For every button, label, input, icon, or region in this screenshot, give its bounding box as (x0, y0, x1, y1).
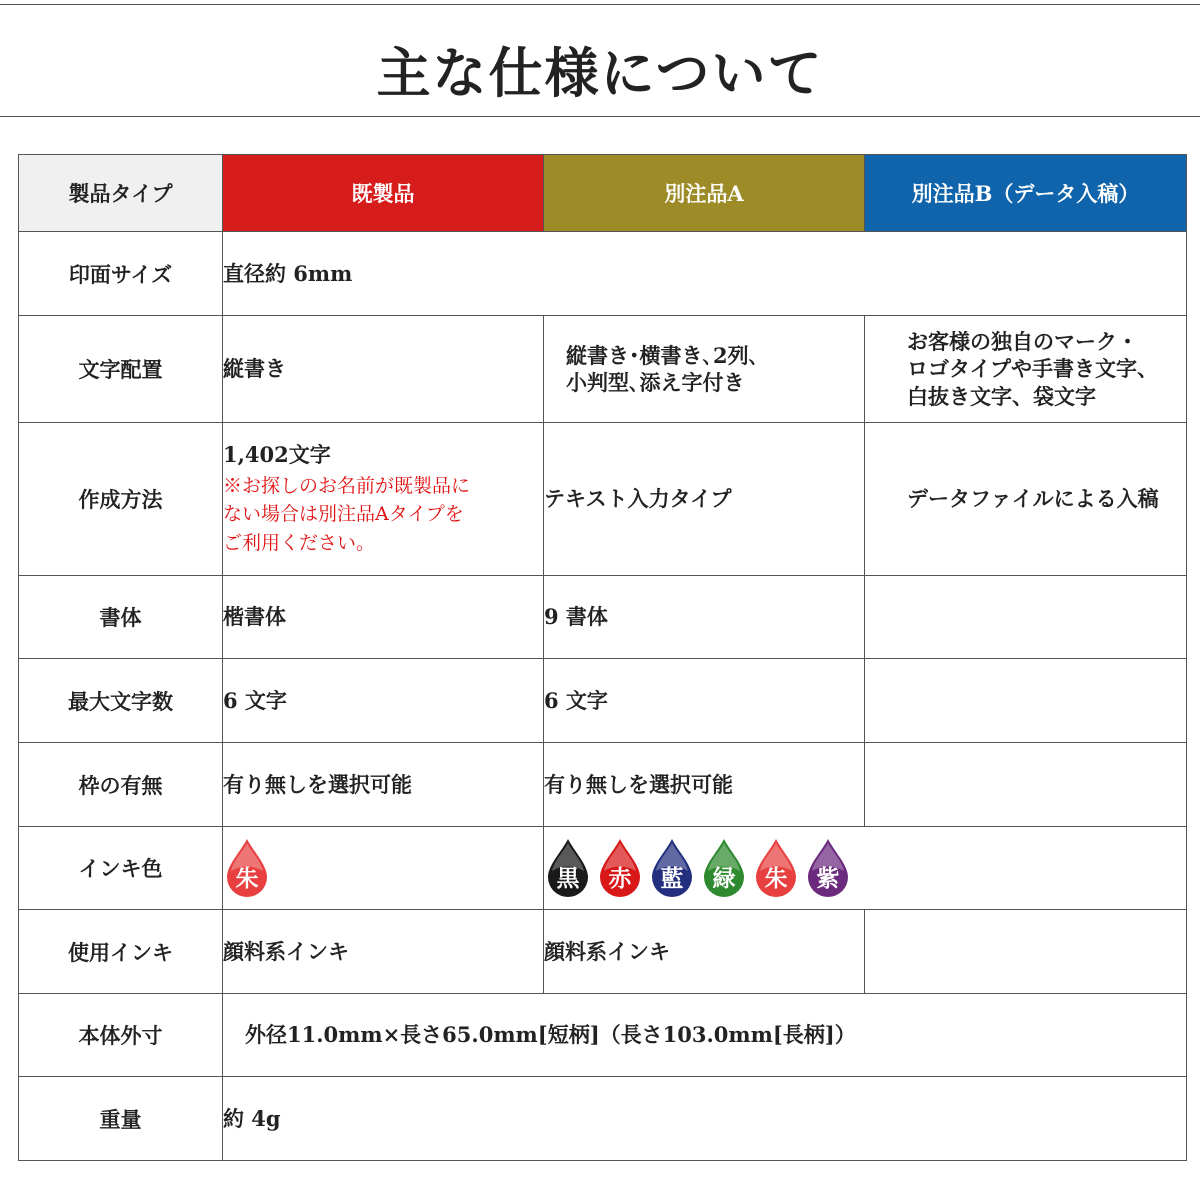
layout-custom-b-line: 白抜き文字、袋文字 (907, 383, 1096, 409)
row-max-chars (19, 659, 1187, 743)
ink-drop-icon (544, 837, 592, 899)
max-chars-ready-made: 6 文字 (223, 659, 544, 743)
typeface-custom-a: 9 書体 (544, 576, 865, 659)
row-label: 文字配置 (19, 316, 223, 423)
method-note-line: ご利用ください。 (223, 531, 376, 554)
row-label: 作成方法 (19, 423, 223, 576)
row-label: 書体 (19, 576, 223, 659)
ink-color-ready-made (223, 827, 544, 910)
typeface-custom-b (865, 576, 1187, 659)
row-label: 枠の有無 (19, 743, 223, 827)
row-label: インキ色 (19, 827, 223, 910)
row-label: 使用インキ (19, 910, 223, 994)
header-product-type: 製品タイプ (19, 155, 223, 232)
typeface-ready-made: 楷書体 (223, 576, 544, 659)
layout-custom-a (544, 316, 865, 423)
page-title: 主な仕様について (376, 41, 824, 105)
title-area (0, 4, 1200, 117)
layout-custom-a-line: 縦書き･横書き､2列､ (566, 342, 760, 368)
ink-drop-icon (752, 837, 800, 899)
row-body-size (19, 994, 1187, 1077)
row-label: 最大文字数 (19, 659, 223, 743)
layout-ready-made: 縦書き (223, 316, 544, 423)
row-label: 本体外寸 (19, 994, 223, 1077)
ink-drop-char: 黒 (556, 866, 580, 892)
method-note (223, 472, 543, 558)
weight-value: 約 4g (223, 1077, 1187, 1161)
ink-drop-char: 朱 (235, 866, 259, 892)
method-note-line: ない場合は別注品Aタイプを (223, 503, 464, 526)
ink-drop-char: 紫 (816, 866, 840, 892)
max-chars-custom-a: 6 文字 (544, 659, 865, 743)
frame-custom-b (865, 743, 1187, 827)
ink-type-custom-b (865, 910, 1187, 994)
row-ink-type (19, 910, 1187, 994)
ink-drop-list (223, 837, 543, 899)
row-label: 重量 (19, 1077, 223, 1161)
row-method (19, 423, 1187, 576)
frame-ready-made: 有り無しを選択可能 (223, 743, 544, 827)
ink-drop-char: 朱 (764, 866, 788, 892)
layout-custom-b-line: ロゴタイプや手書き文字、 (907, 356, 1158, 382)
method-note-line: ※お探しのお名前が既製品に (223, 474, 471, 497)
method-ready-made (223, 423, 544, 576)
ink-drop-icon (700, 837, 748, 899)
method-custom-b: データファイルによる入稿 (865, 423, 1187, 576)
ink-drop-char: 藍 (660, 866, 684, 892)
ink-drop-list (544, 837, 1186, 899)
layout-custom-b-line: お客様の独自のマーク・ (907, 329, 1138, 355)
row-frame (19, 743, 1187, 827)
header-ready-made: 既製品 (223, 155, 544, 232)
row-ink-color (19, 827, 1187, 910)
ink-type-custom-a: 顔料系インキ (544, 910, 865, 994)
header-custom-a: 別注品A (544, 155, 865, 232)
ink-drop-icon (804, 837, 852, 899)
header-custom-b: 別注品B（データ入稿） (865, 155, 1187, 232)
ink-drop-icon (596, 837, 644, 899)
method-custom-a: テキスト入力タイプ (544, 423, 865, 576)
print-size-value: 直径約 6mm (223, 232, 1187, 316)
row-print-size (19, 232, 1187, 316)
frame-custom-a: 有り無しを選択可能 (544, 743, 865, 827)
ink-color-custom (544, 827, 1187, 910)
body-size-value: 外径11.0mm×長さ65.0mm[短柄]（長さ103.0mm[長柄]） (223, 994, 1187, 1077)
header-row (19, 155, 1187, 232)
row-layout (19, 316, 1187, 423)
max-chars-custom-b (865, 659, 1187, 743)
row-label: 印面サイズ (19, 232, 223, 316)
row-weight (19, 1077, 1187, 1161)
ink-drop-icon (648, 837, 696, 899)
spec-table (18, 154, 1187, 1161)
ink-drop-char: 緑 (712, 866, 736, 892)
ink-type-ready-made: 顔料系インキ (223, 910, 544, 994)
ink-drop-char: 赤 (608, 866, 632, 892)
ink-drop-icon (223, 837, 271, 899)
layout-custom-a-line: 小判型､添え字付き (566, 370, 745, 395)
row-typeface (19, 576, 1187, 659)
layout-custom-b (865, 316, 1187, 423)
method-ready-made-count: 1,402文字 (223, 441, 331, 467)
